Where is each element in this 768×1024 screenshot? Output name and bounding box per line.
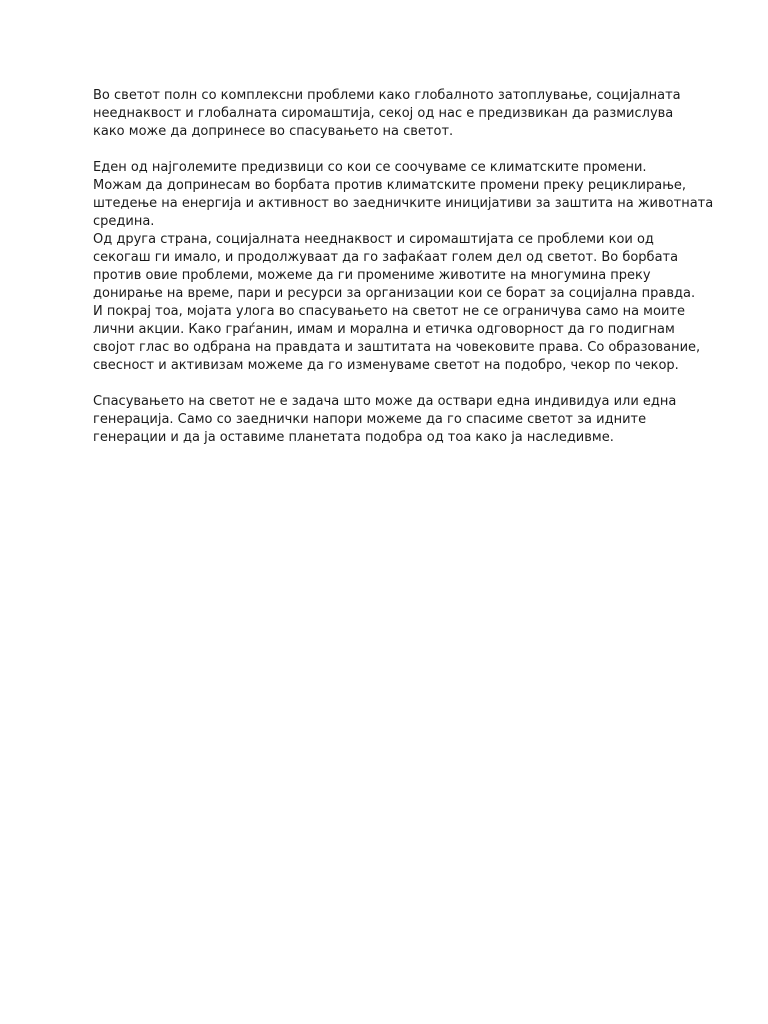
text-line: Еден од најголемите предизвици со кои се соочуваме се климатските промени.: [93, 160, 647, 175]
text-line: штедење на енергија и активност во заедничките иницијативи за заштита на животната: [93, 196, 714, 211]
paragraph-spacer: [93, 375, 693, 393]
text-line: донирање на време, пари и ресурси за организации кои се борат за социјална правда.: [93, 286, 696, 301]
paragraph-1: [93, 87, 693, 141]
text-line: како може да допринесе во спасувањето на светот.: [93, 124, 454, 139]
text-line: лични акции. Како граѓанин, имам и морална и етичка одговорност да го подигнам: [93, 322, 675, 337]
text-line: И покрај тоа, мојата улога во спасувањето на светот не се ограничува само на моите: [93, 304, 685, 319]
paragraph-spacer: [93, 141, 693, 159]
text-line: Спасувањето на светот не е задача што може да оствари една индивидуа или една: [93, 394, 677, 409]
text-line: секогаш ги имало, и продолжуваат да го зафаќаат голем дел од светот. Во борбата: [93, 250, 679, 265]
text-line: генерација. Само со заеднички напори можеме да го спасиме светот за идните: [93, 412, 647, 427]
text-line: средина.: [93, 214, 155, 229]
text-line: Во светот полн со комплексни проблеми како глобалното затоплување, социјалната: [93, 88, 681, 103]
text-line: против овие проблеми, можеме да ги промениме животите на многумина преку: [93, 268, 651, 283]
text-line: нееднаквост и глобалната сиромаштија, секој од нас е предизвикан да размислува: [93, 106, 674, 121]
text-line: Од друга страна, социјалната нееднаквост и сиромаштијата се проблеми кои од: [93, 232, 654, 247]
text-line: генерации и да ја оставиме планетата подобра од тоа како ја наследивме.: [93, 430, 614, 445]
paragraph-3: [93, 393, 693, 447]
text-line: свесност и активизам можеме да го изменуваме светот на подобро, чекор по чекор.: [93, 358, 679, 373]
paragraph-2: [93, 159, 714, 375]
document-body: [93, 87, 714, 447]
text-line: својот глас во одбрана на правдата и заштитата на човековите права. Со образование,: [93, 340, 701, 355]
text-line: Можам да допринесам во борбата против климатските промени преку рециклирање,: [93, 178, 687, 193]
